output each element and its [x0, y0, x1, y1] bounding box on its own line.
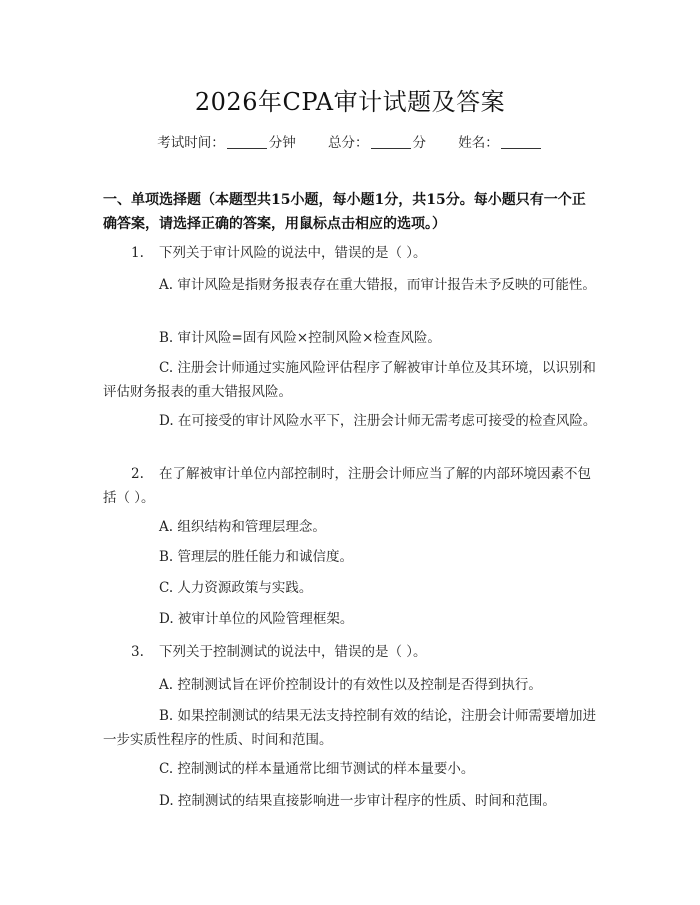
- option-2b[interactable]: B. 管理层的胜任能力和诚信度。: [159, 549, 354, 565]
- option-3c[interactable]: C. 控制测试的样本量通常比细节测试的样本量要小。: [159, 761, 475, 777]
- option-1c[interactable]: C. 注册会计师通过实施风险评估程序了解被审计单位及其环境，以识别和评估财务报表的重大错报风险。: [103, 360, 596, 400]
- question-2: [103, 462, 599, 510]
- total-score-field: [328, 131, 426, 151]
- section-heading: 一、单项选择题（本题型共15小题，每小题1分，共15分。每小题只有一个正确答案，请选择正确的答案，用鼠标点击相应的选项。）: [103, 192, 586, 232]
- total-score-unit: 分: [412, 135, 426, 151]
- option-2c[interactable]: C. 人力资源政策与实践。: [159, 580, 313, 596]
- option-3d[interactable]: D. 控制测试的结果直接影响进一步审计程序的性质、时间和范围。: [159, 793, 556, 809]
- exam-time-blank: [227, 134, 267, 149]
- option-1d[interactable]: D. 在可接受的审计风险水平下，注册会计师无需考虑可接受的检查风险。: [159, 413, 597, 429]
- question-text: 下列关于审计风险的说法中，错误的是（ ）。: [159, 245, 427, 261]
- option-3a[interactable]: A. 控制测试旨在评价控制设计的有效性以及控制是否得到执行。: [159, 677, 542, 693]
- option-1b[interactable]: B. 审计风险=固有风险×控制风险×检查风险。: [159, 330, 441, 346]
- question-3: [103, 640, 599, 664]
- name-blank: [501, 134, 541, 149]
- question-text: 下列关于控制测试的说法中，错误的是（ ）。: [159, 644, 427, 660]
- question-text: 在了解被审计单位内部控制时，注册会计师应当了解的内部环境因素不包括（ ）。: [103, 466, 591, 506]
- option-3b[interactable]: B. 如果控制测试的结果无法支持控制有效的结论，注册会计师需要增加进一步实质性程序的性质、时间和范围。: [103, 708, 597, 748]
- option-1a[interactable]: A. 审计风险是指财务报表存在重大错报，而审计报告未予反映的可能性。: [159, 277, 596, 293]
- total-score-blank: [371, 134, 411, 149]
- exam-time-field: [157, 131, 296, 151]
- question-number: 2.: [131, 466, 144, 482]
- option-2d[interactable]: D. 被审计单位的风险管理框架。: [159, 611, 354, 627]
- name-field: [458, 131, 543, 151]
- question-1: [103, 241, 599, 265]
- exam-time-label: 考试时间：: [157, 135, 225, 151]
- name-label: 姓名：: [458, 135, 499, 151]
- exam-time-unit: 分钟: [268, 135, 296, 151]
- question-number: 3.: [131, 644, 144, 660]
- question-number: 1.: [131, 245, 144, 261]
- option-2a[interactable]: A. 组织结构和管理层理念。: [159, 519, 326, 535]
- page-title: 2026年CPA审计试题及答案: [194, 88, 506, 116]
- exam-meta: [0, 131, 700, 151]
- total-score-label: 总分：: [328, 135, 369, 151]
